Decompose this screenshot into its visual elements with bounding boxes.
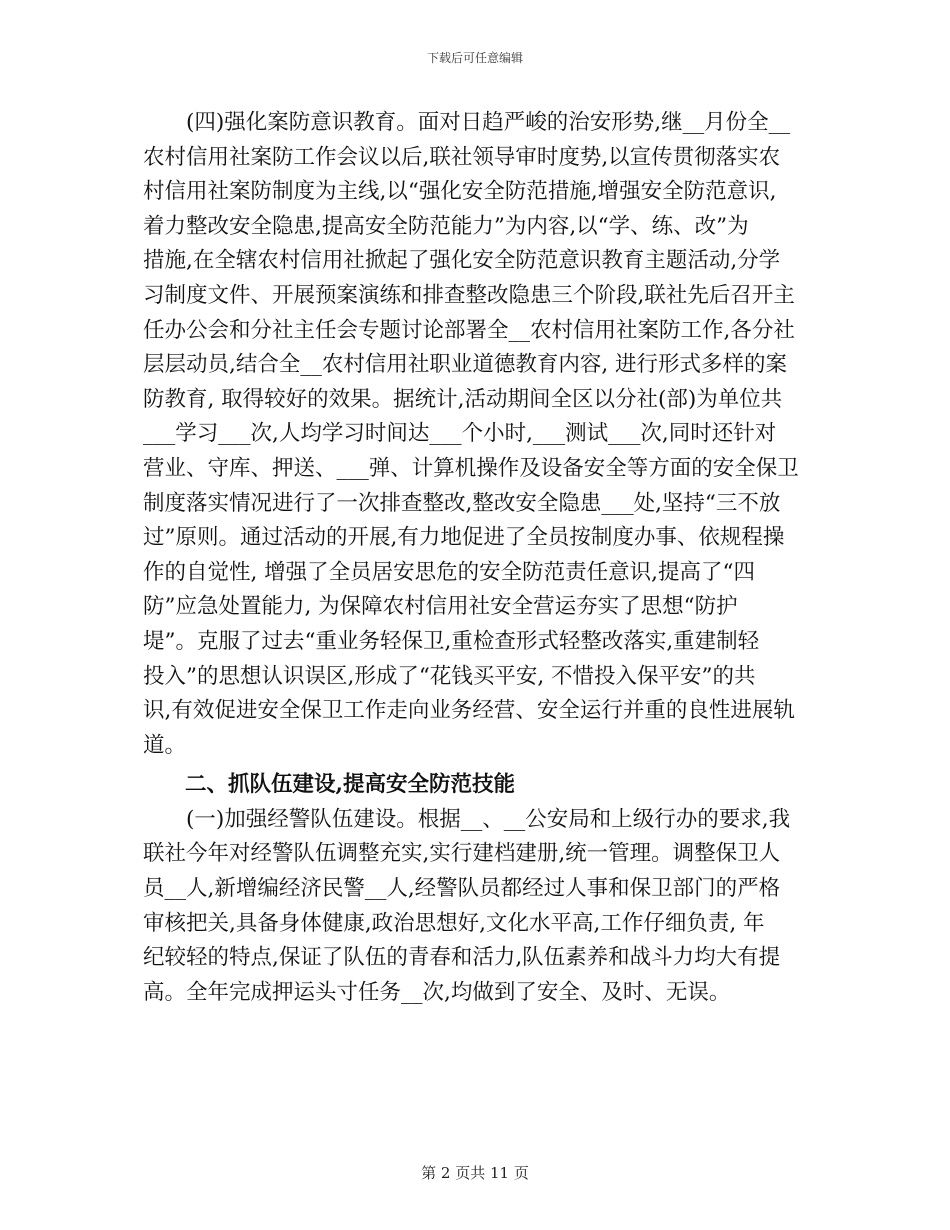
paragraph-team-building (143, 803, 808, 1011)
text-line: 过”原则。通过活动的开展,有力地促进了全员按制度办事、依规程操 (143, 525, 785, 551)
text-line: (四)强化案防意识教育。面对日趋严峻的治安形势,继__月份全__ (143, 110, 791, 135)
text-line: 农村信用社案防工作会议以后,联社领导审时度势,以宣传贯彻落实农 (143, 144, 781, 170)
text-line: 投入”的思想认识误区,形成了“花钱买平安, 不惜投入保平安”的共 (143, 663, 756, 689)
text-line: 道。 (143, 732, 187, 758)
text-line: 村信用社案防制度为主线,以“强化安全防范措施,增强安全防范意识, (143, 179, 777, 205)
page-header: 下载后可任意编辑 (426, 51, 523, 65)
section-heading: 二、抓队伍建设,提高安全防范技能 (185, 772, 515, 798)
page-footer: 第 2 页共 11 页 (421, 1164, 529, 1182)
text-line: 层层动员,结合全__农村信用社职业道德教育内容, 进行形式多样的案 (143, 352, 788, 378)
paragraph-case-prevention (143, 106, 808, 763)
text-line: 制度落实情况进行了一次排查整改,整改安全隐患___处,坚持“三不放 (143, 490, 781, 516)
text-line: 营业、守库、押送、___弹、计算机操作及设备安全等方面的安全保卫 (143, 455, 799, 481)
text-line: 高。全年完成押运头寸任务__次,均做到了安全、及时、无误。 (143, 979, 731, 1005)
text-line: 作的自觉性, 增强了全员居安思危的安全防范责任意识,提高了“四 (143, 559, 755, 585)
text-line: 纪较轻的特点,保证了队伍的青春和活力,队伍素养和战斗力均大有提 (143, 945, 781, 971)
text-line: 堤”。克服了过去“重业务轻保卫,重检查形式轻整改落实,重建制轻 (143, 628, 760, 654)
text-line: 任办公会和分社主任会专题讨论部署全__农村信用社案防工作,各分社 (143, 317, 795, 343)
text-line: 着力整改安全隐患,提高安全防范能力”为内容,以“学、练、改”为 (143, 213, 749, 239)
document-body (143, 106, 808, 1010)
text-line: 防”应急处置能力, 为保障农村信用社安全营运夯实了思想“防护 (143, 594, 738, 620)
text-line: 审核把关,具备身体健康,政治思想好,文化水平高,工作仔细负责, 年 (143, 910, 765, 936)
text-line: 识,有效促进安全保卫工作走向业务经营、安全运行并重的良性进展轨 (143, 698, 795, 724)
text-line: (一)加强经警队伍建设。根据__、__公安局和上级行办的要求,我 (143, 806, 791, 832)
text-line: 联社今年对经警队伍调整充实,实行建档建册,统一管理。调整保卫人 (143, 841, 781, 867)
text-line: ___学习___次,人均学习时间达___个小时,___测试___次,同时还针对 (143, 421, 777, 447)
text-line: 防教育, 取得较好的效果。据统计,活动期间全区以分社(部)为单位共 (143, 386, 783, 412)
text-line: 习制度文件、开展预案演练和排查整改隐患三个阶段,联社先后召开主 (143, 282, 795, 308)
text-line: 员__人,新增编经济民警__人,经警队员都经过人事和保卫部门的严格 (143, 876, 781, 902)
text-line: 措施,在全辖农村信用社掀起了强化安全防范意识教育主题活动,分学 (143, 248, 781, 274)
